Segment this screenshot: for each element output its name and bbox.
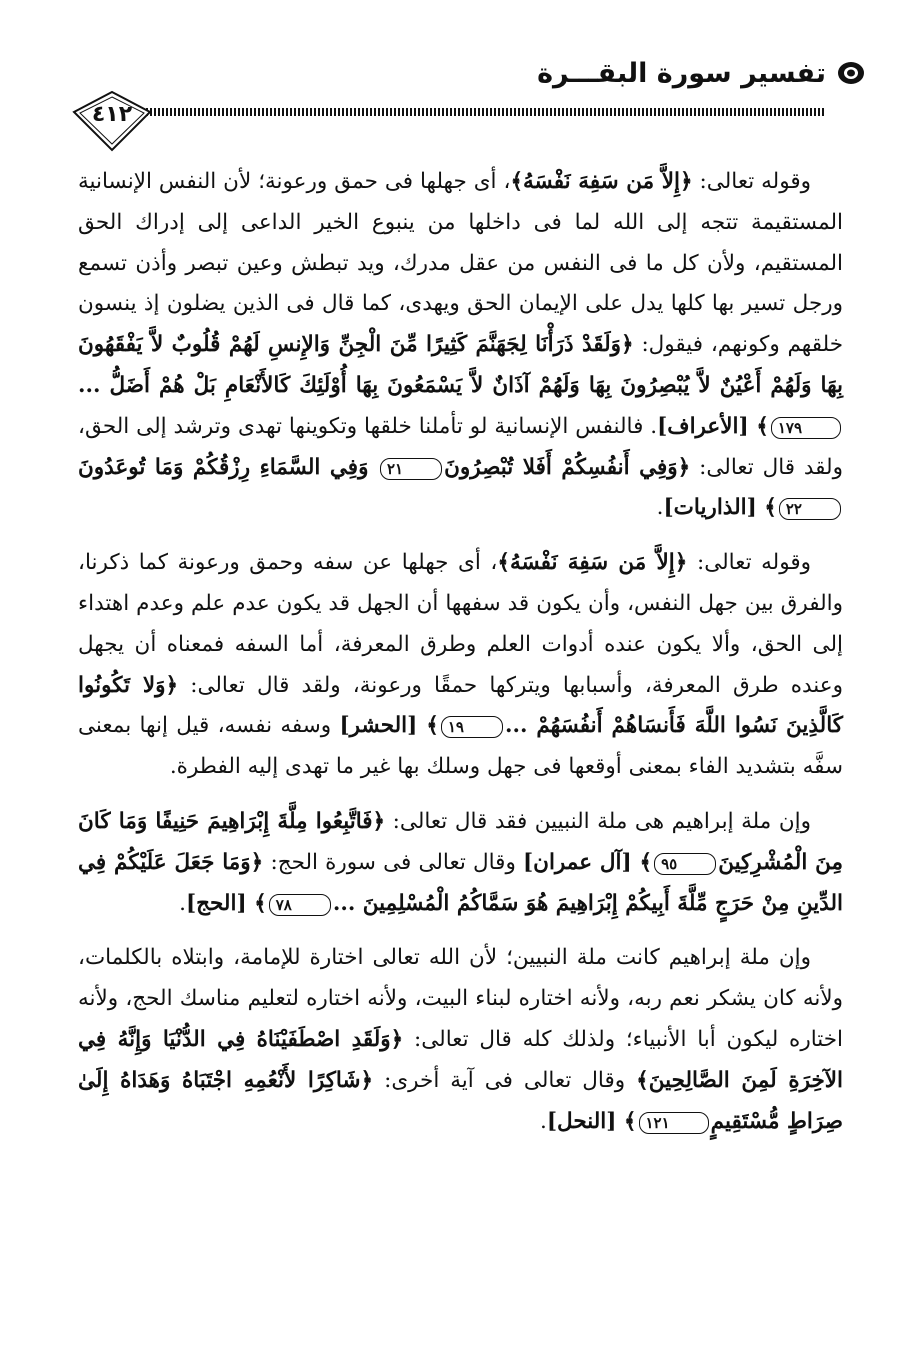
hatched-rule: [110, 108, 826, 116]
quran-quote: ﴿فَاتَّبِعُوا مِلَّةَ إِبْرَاهِيمَ حَنِيفًا وَمَا كَانَ مِنَ الْمُشْرِكِينَ: [78, 808, 843, 875]
quran-quote: ﴿شَاكِرًا لأَنْعُمِهِ اجْتَبَاهُ وَهَدَاهُ إِلَىٰ صِرَاطٍ مُّسْتَقِيمٍ: [78, 1067, 843, 1134]
body-text: .: [179, 890, 186, 916]
surah-reference: [النحل]: [546, 1108, 624, 1134]
quran-quote: ﴿وَلا تَكُونُوا كَالَّذِينَ نَسُوا اللَّهَ فَأَنسَاهُمْ أَنفُسَهُمْ ...: [78, 672, 843, 739]
body-text: ، أى جهلها عن سفه وحمق ورعونة كما ذكرنا، والفرق بين جهل النفس، وأن يكون قد سفهها أن الجهل قد يكون عدم علم وعدم اهتداء إلى الحق، وألا يكون عنده أدوات العلم وطرق المعرفة، أما السفه فمعناه أن يجهل وعنده طرق المعرفة، وأسبابها ويتركها حمقًا ورعونة، ولقد قال تعالى:: [78, 550, 843, 698]
verse-number-marker: ٧٨: [269, 894, 331, 916]
body-text: وإن ملة إبراهيم كانت ملة النبيين؛ لأن الله تعالى اختارة للإمامة، وابتلاه بالكلمات، ولأنه كان يشكر نعم ربه، ولأنه اختاره لبناء البيت، ولأنه اختاره لتعليم مناسك الحج، ولأنه اختاره ليكون أبا الأنبياء؛ ولذلك كله قال تعالى:: [78, 945, 843, 1052]
body-text: وإن ملة إبراهيم هى ملة النبيين فقد قال تعالى:: [385, 808, 811, 834]
verse-number-marker: ١٧٩: [771, 417, 841, 439]
body-text: وقال تعالى فى آية أخرى:: [373, 1067, 637, 1093]
surah-reference: [الأعراف]: [657, 413, 757, 439]
body-text: .: [656, 495, 664, 521]
quran-quote: ﴾: [756, 413, 769, 439]
quran-quote: ﴿إِلاَّ مَن سَفِهَ نَفْسَهُ﴾: [497, 550, 688, 576]
header-rule: [91, 94, 826, 134]
quran-quote: ﴾: [623, 1108, 637, 1134]
verse-number-marker: ١٩: [441, 716, 503, 738]
quran-quote: وَفِي السَّمَاءِ رِزْقُكُمْ وَمَا تُوعَدُونَ: [78, 454, 378, 480]
surah-reference: [الحشر]: [339, 713, 427, 739]
quran-quote: ﴿وَفِي أَنفُسِكُمْ أَفَلا تُبْصِرُونَ: [444, 454, 691, 480]
quran-quote: ﴾: [426, 713, 439, 739]
body-text: وقوله تعالى:: [687, 550, 811, 576]
body-text: وسفه نفسه، قيل إنها بمعنى سفَّه بتشديد الفاء بمعنى أوقعها فى جهل وسلك بها غير ما تهدى إليه الفطرة.: [78, 713, 843, 780]
surah-reference: [الذاريات]: [663, 495, 765, 521]
body-text: ، أى جهلها فى حمق ورعونة؛ لأن النفس الإنسانية المستقيمة تتجه إلى الله لما فى داخلها من ينبوع الخير الداعى إلى إدراك الحق المستقيم، ولأن كل ما فى النفس من عقل مدرك، ويد تبطش وعين تبصر وأذن تسمع ورجل تسير بها كلها يدل على الإيمان الحق ويهدى، كما قال فى الذين يضلون إذ ينسون خلقهم وكونهم، فيقول:: [78, 169, 843, 358]
page-body: [78, 162, 843, 1142]
quran-quote: ﴿إِلاَّ مَن سَفِهَ نَفْسَهُ﴾: [510, 169, 693, 194]
quran-quote: ﴿وَمَا جَعَلَ عَلَيْكُمْ فِي الدِّينِ مِنْ حَرَجٍ مِّلَّةَ أَبِيكُمْ إِبْرَاهِيمَ هُوَ سَمَّاكُمُ الْمُسْلِمِينَ ...: [78, 849, 843, 916]
verse-number-marker: ٢٢: [779, 498, 841, 520]
body-text: .: [540, 1108, 547, 1134]
paragraph: [78, 162, 843, 529]
quran-quote: ﴿وَلَقَدْ ذَرَأْنَا لِجَهَنَّمَ كَثِيرًا مِّنَ الْجِنِّ وَالإِنسِ لَهُمْ قُلُوبٌ لاَّ يَفْقَهُونَ بِهَا وَلَهُمْ أَعْيُنٌ لاَّ يُبْصِرُونَ بِهَا وَلَهُمْ آذَانٌ لاَّ يَسْمَعُونَ بِهَا أُوْلَئِكَ كَالأَنْعَامِ بَلْ هُمْ أَضَلُّ ...: [78, 332, 843, 398]
verse-number-marker: ١٢١: [639, 1112, 709, 1134]
running-title: تفسير سورة البقـــرة: [537, 58, 826, 89]
body-text: وقوله تعالى:: [692, 169, 811, 194]
quran-quote: ﴿وَلَقَدِ اصْطَفَيْنَاهُ فِي الدُّنْيَا وَإِنَّهُ فِي الآخِرَةِ لَمِنَ الصَّالِحِينَ﴾: [78, 1026, 843, 1093]
verse-number-marker: ٩٥: [654, 853, 716, 875]
surah-reference: [آل عمران]: [523, 849, 640, 875]
paragraph: [78, 802, 843, 924]
paragraph: [78, 543, 843, 788]
verse-number-marker: ٢١: [380, 458, 442, 480]
page-number: ٤١٢: [91, 102, 133, 127]
body-text: . فالنفس الإنسانية لو تأملنا خلقها وتكوينها تهدى وترشد إلى الحق، ولقد قال تعالى:: [78, 413, 843, 480]
surah-reference: [الحج]: [186, 890, 255, 916]
quran-quote: ﴾: [764, 495, 777, 521]
page-header: [110, 58, 866, 98]
paragraph: [78, 938, 843, 1142]
page-number-badge: [72, 90, 152, 152]
quran-quote: ﴾: [639, 849, 653, 875]
quran-quote: ﴾: [254, 890, 267, 916]
body-text: وقال تعالى فى سورة الحج:: [263, 849, 523, 875]
header-ornament-icon: [836, 60, 866, 86]
